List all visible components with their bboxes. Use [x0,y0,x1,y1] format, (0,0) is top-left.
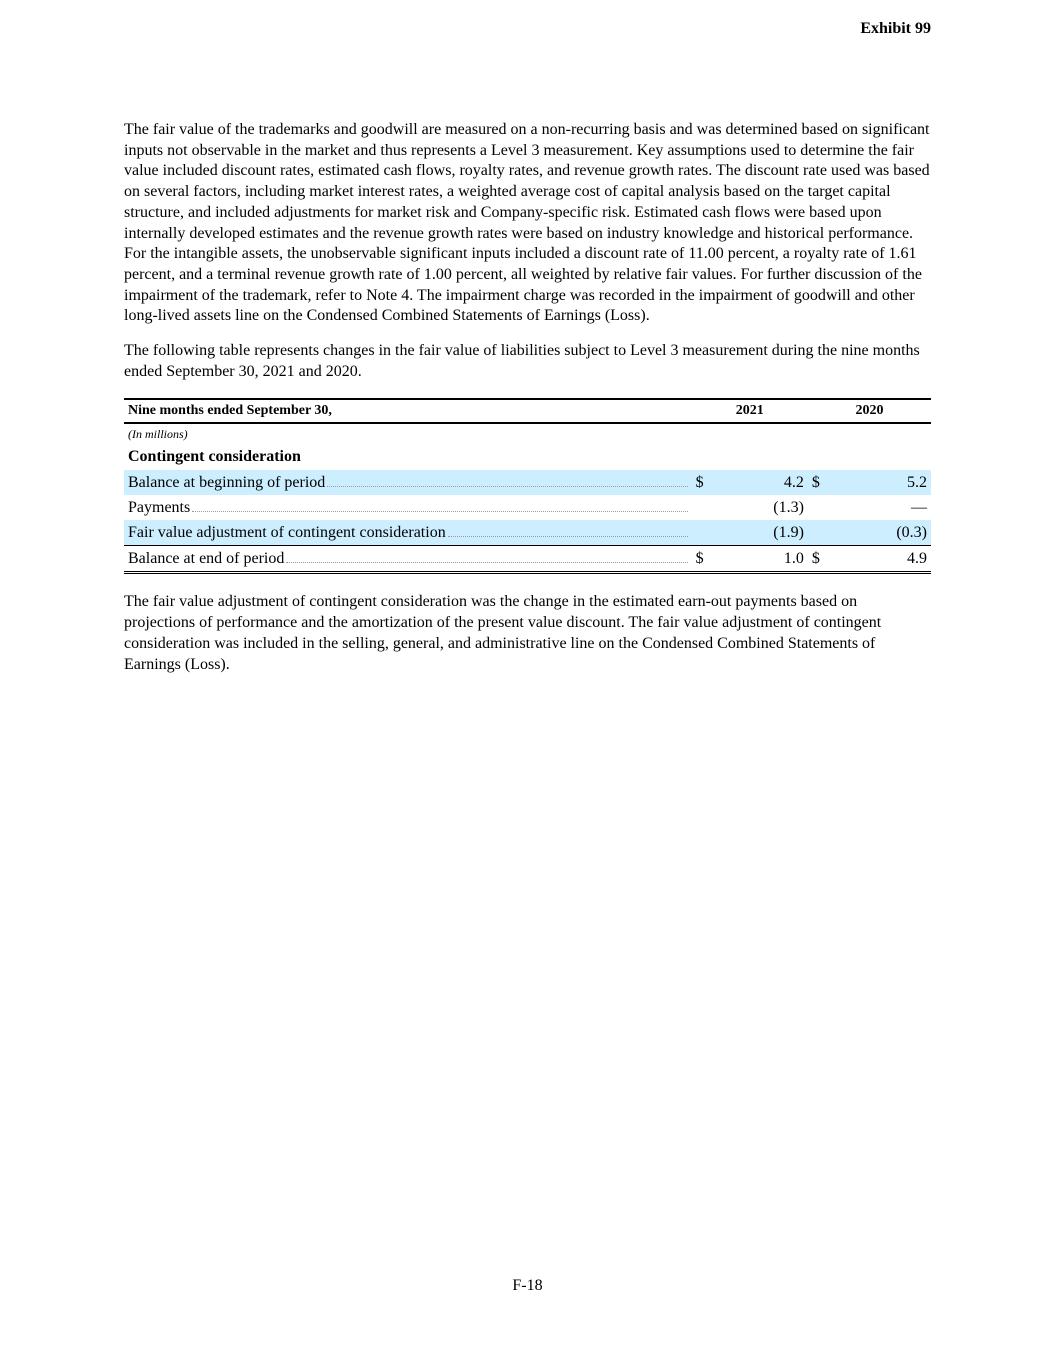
document-body [124,120,931,675]
currency-symbol [692,495,716,520]
value-2020: 5.2 [832,470,931,495]
table-row [124,546,931,573]
table-row [124,470,931,495]
value-2020: 4.9 [832,546,931,573]
paragraph-fair-value-trademarks: The fair value of the trademarks and goodwill are measured on a non-recurring basis and was determined based on significant inputs not observable in the market and thus represents a Level 3 measurement. Key assumptions used to determine the fair value included discount rates, estimated cash flows, royalty rates, and revenue growth rates. The discount rate used was based on several factors, including market interest rates, a weighted average cost of capital analysis based on the target capital structure, and included adjustments for market risk and Company-specific risk. Estimated cash flows were based upon internally developed estimates and the revenue growth rates were based on industry knowledge and historical performance. For the intangible assets, the unobservable significant inputs included a discount rate of 11.00 percent, a royalty rate of 1.61 percent, and a terminal revenue growth rate of 1.00 percent, all weighted by relative fair values. For further discussion of the impairment of the trademark, refer to Note 4. The impairment charge was recorded in the impairment of goodwill and other long-lived assets line on the Condensed Combined Statements of Earnings (Loss). [124,121,930,325]
value-2020: (0.3) [832,520,931,546]
currency-symbol [808,520,832,546]
currency-symbol [692,520,716,546]
value-2021: 4.2 [715,470,808,495]
currency-symbol: $ [808,470,832,495]
value-2021: (1.9) [715,520,808,546]
value-2021: (1.3) [773,498,804,516]
table-header-row [124,399,931,423]
value-2020: — [911,498,927,516]
currency-symbol: $ [808,546,832,573]
table-section-row [124,444,931,470]
exhibit-label: Exhibit 99 [860,20,931,37]
table-units-row [124,423,931,444]
row-label: Balance at end of period [128,549,285,567]
currency-symbol: $ [692,470,716,495]
table-row [124,495,931,520]
dot-leader [286,562,687,563]
table-header-year-2020: 2020 [808,399,931,423]
dot-leader [448,536,688,537]
dot-leader [192,511,687,512]
row-label: Payments [128,498,191,516]
row-label: Fair value adjustment of contingent consideration [128,523,446,541]
currency-symbol: $ [692,546,716,573]
paragraph-fair-value-adjustment: The fair value adjustment of contingent consideration was the change in the estimated earn-out payments based on projections of performance and the amortization of the present value discount. The fair value adjustment of contingent consideration was included in the selling, general, and administrative line on the Condensed Combined Statements of Earnings (Loss). [124,593,882,673]
page-number: F-18 [512,1277,543,1294]
contingent-consideration-table [124,398,931,574]
units-label: (In millions) [128,426,188,441]
dot-leader [327,486,687,487]
value-2021: 1.0 [715,546,808,573]
table-row [124,520,931,546]
row-label: Balance at beginning of period [128,473,326,491]
currency-symbol [808,495,832,520]
table-header-label: Nine months ended September 30, [124,399,692,423]
table-header-year-2021: 2021 [692,399,808,423]
section-heading: Contingent consideration [128,448,301,466]
paragraph-table-intro: The following table represents changes in the fair value of liabilities subject to Level 3 measurement during the nine months ended September 30, 2021 and 2020. [124,342,920,380]
